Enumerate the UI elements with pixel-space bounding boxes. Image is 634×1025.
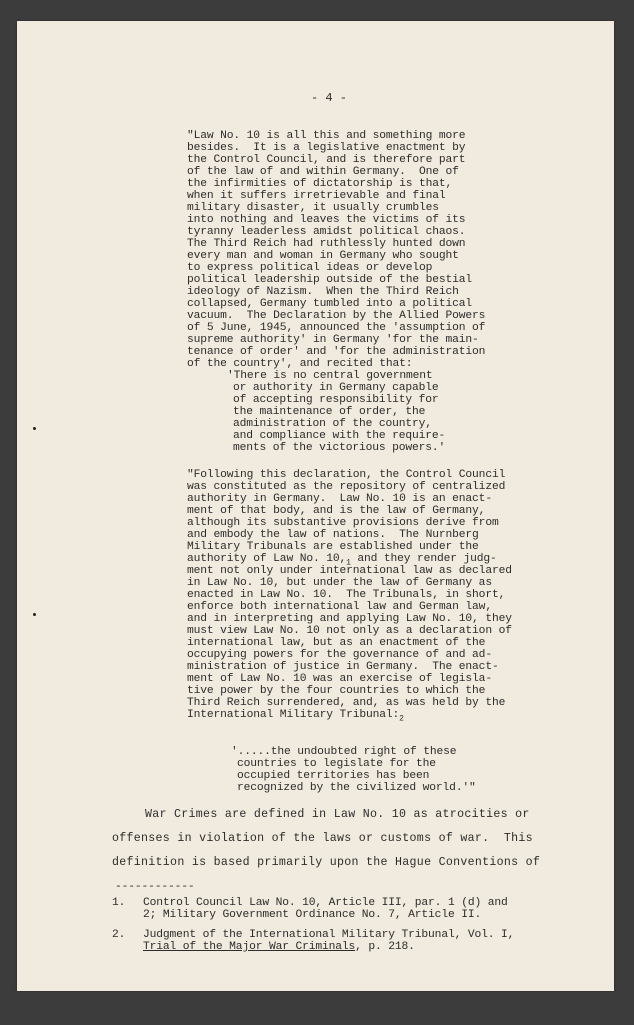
- text-line: and embody the law of nations. The Nurnberg: [187, 529, 479, 541]
- text-line: definition is based primarily upon the Hague Conventions of: [112, 856, 541, 869]
- text-line: supreme authority' in Germany 'for the main-: [187, 334, 479, 346]
- text-line: military disaster, it usually crumbles: [187, 202, 439, 214]
- text-line: every man and woman in Germany who sought: [187, 250, 459, 262]
- text-line: enacted in Law No. 10. The Tribunals, in short,: [187, 589, 506, 601]
- text-line: '.....the undoubted right of these: [231, 746, 457, 758]
- text-line: tenance of order' and 'for the administration: [187, 346, 486, 358]
- text-line: of 5 June, 1945, announced the 'assumption of: [187, 322, 486, 334]
- footnote-ref-2: 2: [399, 714, 404, 724]
- text-line: tyranny leaderless amidst political chaos.: [187, 226, 466, 238]
- text-line: the maintenance of order, the: [233, 406, 426, 418]
- footnote-separator: ------------: [115, 881, 195, 893]
- text-line: [187, 709, 404, 725]
- text-line: in Law No. 10, but under the law of Germany as: [187, 577, 492, 589]
- page-number: - 4 -: [311, 91, 348, 105]
- text-line: of accepting responsibility for: [233, 394, 439, 406]
- margin-mark: [33, 427, 36, 430]
- margin-mark: [33, 613, 36, 616]
- text-line: ideology of Nazism. When the Third Reich: [187, 286, 459, 298]
- text-line: tive power by the four countries to which the: [187, 685, 486, 697]
- text-line: and compliance with the require-: [233, 430, 446, 442]
- text-line: ment of Law No. 10 was an exercise of legisla-: [187, 673, 492, 685]
- text-line: The Third Reich had ruthlessly hunted down: [187, 238, 466, 250]
- text-line: ment of that body, and is the law of Germany,: [187, 505, 486, 517]
- text-line: political leadership outside of the bestial: [187, 274, 473, 286]
- text-line: offenses in violation of the laws or customs of war. This: [112, 832, 533, 845]
- text-line: 'There is no central government: [227, 370, 433, 382]
- text-line: authority in Germany. Law No. 10 is an enact-: [187, 493, 492, 505]
- text-line: the infirmities of dictatorship is that,: [187, 178, 453, 190]
- text-fragment: International Military Tribunal:: [187, 709, 400, 721]
- text-line: or authority in Germany capable: [233, 382, 439, 394]
- text-line: when it suffers irretrievable and final: [187, 190, 446, 202]
- text-line: and in interpreting and applying Law No. 10, they: [187, 613, 512, 625]
- footnote-number: 1.: [112, 897, 126, 909]
- footnote-line: [143, 941, 415, 953]
- text-line: ministration of justice in Germany. The enact-: [187, 661, 499, 673]
- text-line: Third Reich surrendered, and, as was held by the: [187, 697, 506, 709]
- text-line: to express political ideas or develop: [187, 262, 433, 274]
- book-title: Trial of the Major War Criminals: [143, 941, 356, 953]
- text-fragment: authority of Law No. 10,: [187, 553, 347, 565]
- text-line: of the country', and recited that:: [187, 358, 413, 370]
- text-line: must view Law No. 10 not only as a declaration of: [187, 625, 512, 637]
- text-line: "Law No. 10 is all this and something more: [187, 130, 466, 142]
- footnote-line: Control Council Law No. 10, Article III, par. 1 (d) and: [143, 897, 508, 909]
- text-line: countries to legislate for the: [237, 758, 436, 770]
- text-line: administration of the country,: [233, 418, 432, 430]
- text-line: into nothing and leaves the victims of its: [187, 214, 466, 226]
- text-line: occupied territories has been: [237, 770, 430, 782]
- text-fragment: , p. 218.: [355, 941, 415, 953]
- text-line: collapsed, Germany tumbled into a political: [187, 298, 473, 310]
- text-line: occupying powers for the governance of and ad-: [187, 649, 492, 661]
- text-line: Military Tribunals are established under the: [187, 541, 479, 553]
- text-line: although its substantive provisions derive from: [187, 517, 499, 529]
- text-line: the Control Council, and is therefore part: [187, 154, 466, 166]
- text-line: "Following this declaration, the Control Council: [187, 469, 506, 481]
- text-line: recognized by the civilized world.'": [237, 782, 476, 794]
- document-page: [17, 21, 614, 991]
- footnote-line: 2; Military Government Ordinance No. 7, Article II.: [143, 909, 482, 921]
- footnote-ref-1: 1: [346, 558, 351, 568]
- text-line: ments of the victorious powers.': [233, 442, 446, 454]
- text-line: besides. It is a legislative enactment by: [187, 142, 466, 154]
- footnote-number: 2.: [112, 929, 126, 941]
- text-line: was constituted as the repository of centralized: [187, 481, 506, 493]
- text-line: War Crimes are defined in Law No. 10 as atrocities or: [145, 808, 530, 821]
- text-line: of the law of and within Germany. One of: [187, 166, 459, 178]
- text-line: vacuum. The Declaration by the Allied Powers: [187, 310, 486, 322]
- footnote-line: Judgment of the International Military Tribunal, Vol. I,: [143, 929, 515, 941]
- text-line: enforce both international law and German law,: [187, 601, 492, 613]
- text-line: international law, but as an enactment of the: [187, 637, 486, 649]
- text-fragment: and they render judg-: [350, 553, 497, 565]
- text-line: ment not only under international law as declared: [187, 565, 512, 577]
